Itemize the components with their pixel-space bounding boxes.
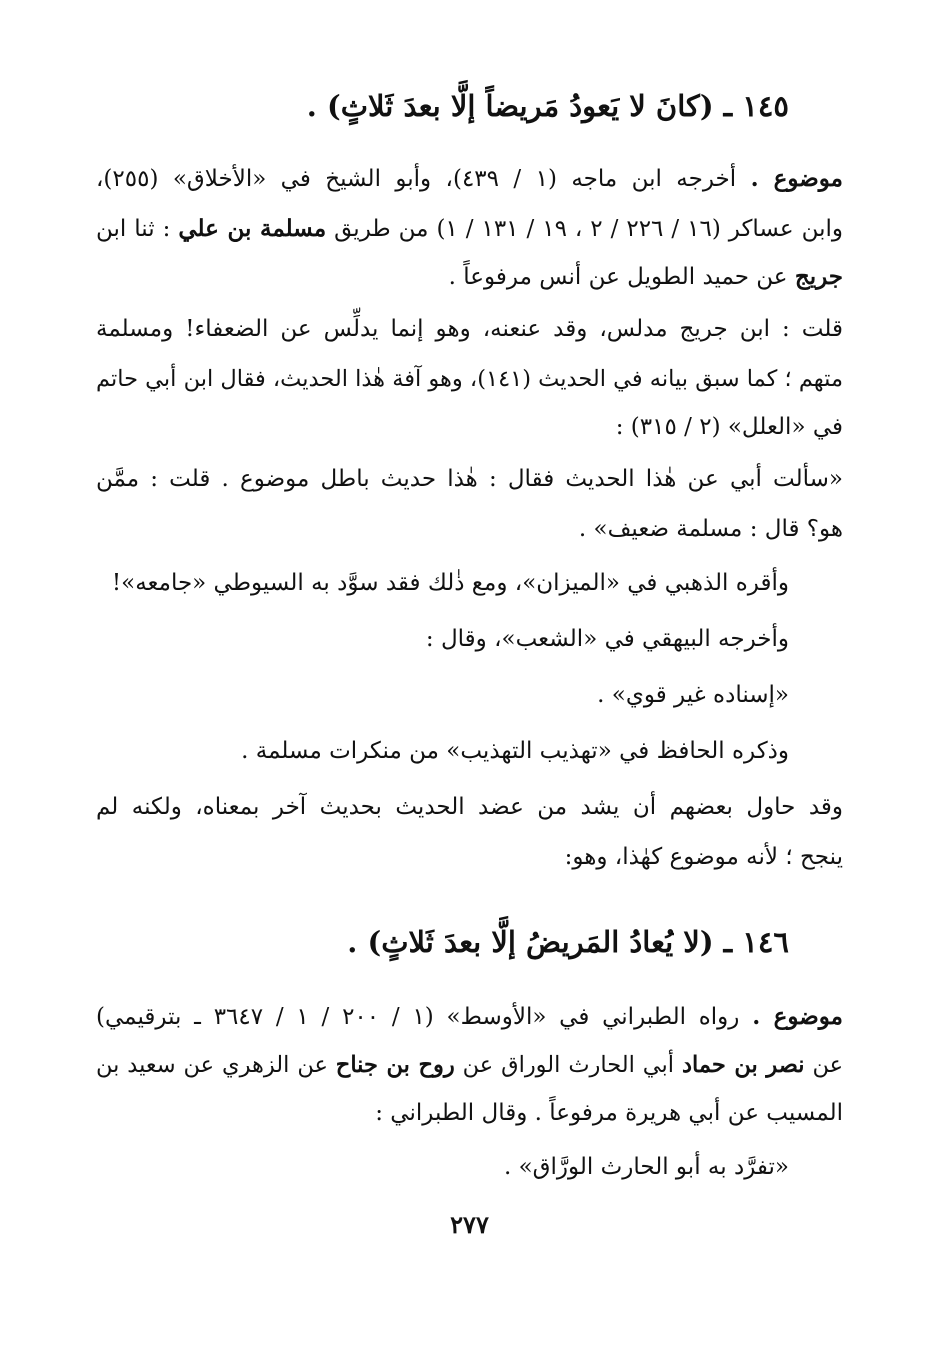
narrator-name: روح بن جناح	[335, 1052, 455, 1078]
grade-label: موضوع .	[752, 1003, 843, 1030]
paragraph-7: وذكره الحافظ في «تهذيب التهذيب» من منكرات مسلمة .	[241, 738, 789, 764]
paragraph-2-line-2: متهم ؛ كما سبق بيانه في الحديث (١٤١)، وهو آفة هٰذا الحديث، فقال ابن أبي حاتم	[96, 366, 844, 392]
paragraph-8-line-2: ينجح ؛ لأنه موضوع كهٰذا، وهو:	[564, 844, 843, 870]
text-run: عن	[812, 1052, 844, 1078]
hadith-146-heading: ١٤٦ ـ (لا يُعادُ المَريضُ إلَّا بعدَ ثَلاثٍ) .	[347, 925, 789, 959]
hadith-145-line-1	[96, 162, 843, 196]
paragraph-8-line-1: وقد حاول بعضهم أن يشد من عضد الحديث بحديث آخر بمعناه، ولكنه لم	[96, 794, 843, 820]
narrator-name: جريج	[794, 263, 843, 290]
narrator-name: نصر بن حماد	[681, 1052, 805, 1078]
hadith-146-line-4: «تفرَّد به أبو الحارث الورَّاق» .	[503, 1154, 789, 1180]
text-run: : ثنا ابن	[96, 216, 171, 242]
paragraph-2-line-3: في «العلل» (٢ / ٣١٥) :	[615, 414, 843, 440]
paragraph-6: «إسناده غير قوي» .	[597, 682, 789, 708]
hadith-146-line-1	[96, 1000, 843, 1034]
page-number: ٢٧٧	[450, 1210, 489, 1239]
hadith-145-line-3	[449, 260, 843, 294]
paragraph-3-line-2: هو؟ قال : مسلمة ضعيف» .	[578, 516, 843, 542]
text-run: أبي الحارث الوراق عن	[462, 1052, 675, 1078]
paragraph-2-line-1: قلت : ابن جريج مدلس، وقد عنعنه، وهو إنما يدلِّس عن الضعفاء! ومسلمة	[96, 316, 843, 342]
text-run: رواه الطبراني في «الأوسط» (١ / ٢٠٠ / ١ / ٣٦٤٧ ـ بترقيمي)	[96, 1004, 740, 1030]
text-run: أخرجه ابن ماجه (١ / ٤٣٩)، وأبو الشيخ في «الأخلاق» (٢٥٥)،	[96, 166, 737, 192]
hadith-145-line-2	[96, 212, 843, 246]
text-run: وابن عساكر (١٦ / ٢٢٦ / ٢ ، ١٩ / ١٣١ / ١) من طريق	[334, 216, 844, 242]
narrator-name: مسلمة بن علي	[178, 215, 327, 242]
text-run: عن الزهري عن سعيد بن	[96, 1052, 328, 1078]
text-run: عن حميد الطويل عن أنس مرفوعاً .	[448, 264, 788, 290]
paragraph-4: وأقره الذهبي في «الميزان»، ومع ذٰلك فقد سوَّد به السيوطي «جامعه»!	[111, 570, 789, 596]
paragraph-5: وأخرجه البيهقي في «الشعب»، وقال :	[425, 626, 789, 652]
hadith-146-line-2	[96, 1048, 843, 1082]
hadith-145-heading: ١٤٥ ـ (كانَ لا يَعودُ مَريضاً إلَّا بعدَ ثَلاثٍ) .	[306, 89, 789, 123]
grade-label: موضوع .	[750, 165, 844, 192]
paragraph-3-line-1: «سألت أبي عن هٰذا الحديث فقال : هٰذا حديث باطل موضوع . قلت : ممَّن	[96, 466, 843, 492]
hadith-146-line-3: المسيب عن أبي هريرة مرفوعاً . وقال الطبراني :	[375, 1100, 843, 1126]
